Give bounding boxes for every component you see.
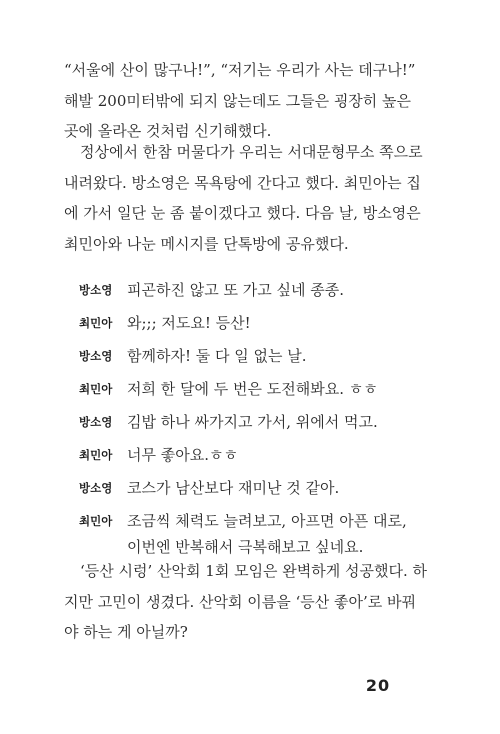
chat-message	[79, 475, 439, 501]
message-text: 와;;; 저도요! 등산!	[127, 314, 251, 332]
message-text: 피곤하진 않고 또 가고 싶네 종종.	[127, 281, 344, 299]
message-text: 김밥 하나 싸가지고 가서, 위에서 먹고.	[127, 413, 378, 431]
message-transcript	[79, 277, 439, 567]
message-text: 함께하자! 둘 다 일 없는 날.	[127, 347, 307, 365]
summit-paragraph	[64, 137, 440, 259]
speaker-name: 방소영	[79, 349, 113, 363]
opening-paragraph	[64, 55, 440, 147]
speaker-name: 방소영	[79, 283, 113, 297]
text-line: 야 하는 게 아닐까?	[64, 623, 188, 641]
speaker-name: 방소영	[79, 481, 113, 495]
chat-message	[79, 409, 439, 435]
chat-message	[79, 277, 439, 303]
page-number: 20	[365, 676, 391, 695]
text-line: “서울에 산이 많구나!”, “저기는 우리가 사는 데구나!”	[64, 61, 416, 79]
speaker-name: 최민아	[79, 316, 113, 330]
text-line: 정상에서 한참 머물다가 우리는 서대문형무소 쪽으로	[80, 143, 423, 161]
speaker-name: 최민아	[79, 382, 113, 396]
text-line: ‘등산 시렁’ 산악회 1회 모임은 완벽하게 성공했다. 하	[80, 562, 428, 580]
chat-message	[79, 310, 439, 336]
text-line: 지만 고민이 생겼다. 산악회 이름을 ‘등산 좋아’로 바꿔	[64, 592, 416, 611]
message-text: 조금씩 체력도 늘려보고, 아프면 아픈 대로, 이번엔 반복해서 극복해보고 싶네요.	[127, 512, 407, 556]
message-text: 너무 좋아요.ㅎㅎ	[127, 446, 238, 464]
chat-message	[79, 376, 439, 402]
speaker-name: 방소영	[79, 415, 113, 429]
speaker-name: 최민아	[79, 448, 113, 462]
chat-message	[79, 508, 439, 560]
chat-message	[79, 442, 439, 468]
text-line: 에 가서 일단 눈 좀 붙이겠다고 했다. 다음 날, 방소영은	[64, 204, 421, 222]
message-text: 코스가 남산보다 재미난 것 같아.	[127, 479, 340, 497]
message-text: 저희 한 달에 두 번은 도전해봐요. ㅎㅎ	[127, 380, 378, 398]
text-line: 곳에 올라온 것처럼 신기해했다.	[64, 122, 272, 140]
speaker-name: 최민아	[79, 514, 113, 528]
chat-message	[79, 343, 439, 369]
text-line: 최민아와 나눈 메시지를 단톡방에 공유했다.	[64, 234, 349, 253]
text-line: 해발 200미터밖에 되지 않는데도 그들은 굉장히 높은	[64, 91, 412, 110]
text-line: 내려왔다. 방소영은 목욕탕에 간다고 했다. 최민아는 집	[64, 173, 421, 192]
closing-paragraph	[64, 556, 440, 648]
